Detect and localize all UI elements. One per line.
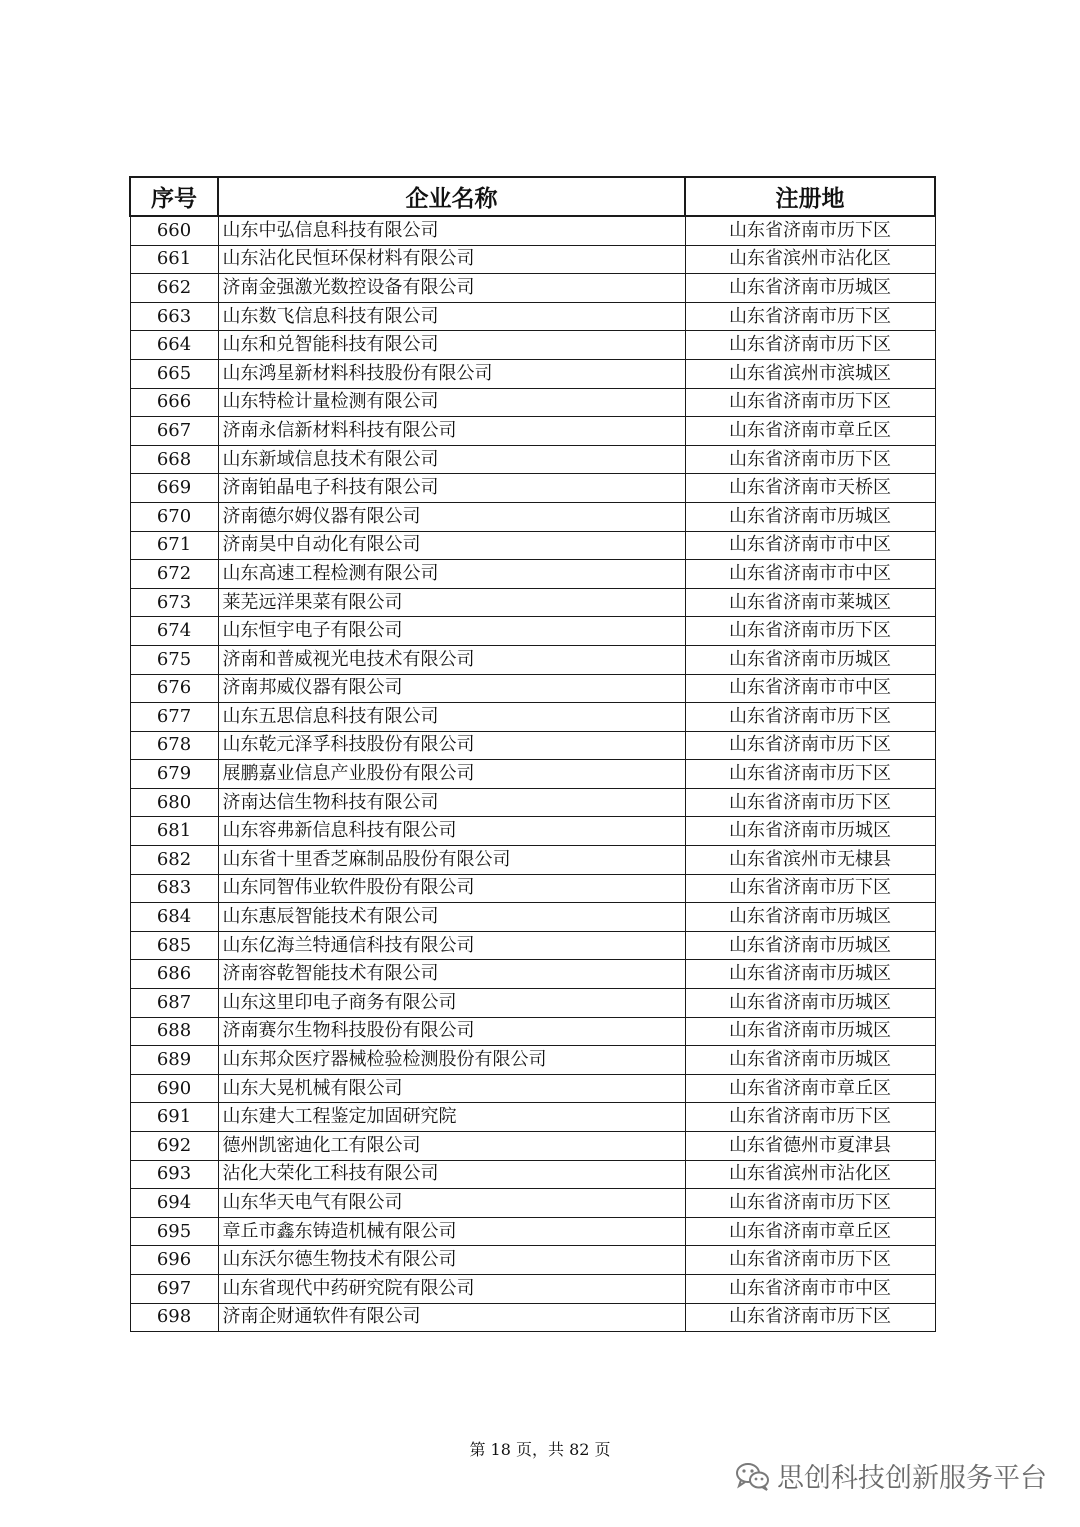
table-row [130, 560, 935, 589]
row-index: 661 [130, 245, 218, 274]
row-registered-location: 山东省济南市历城区 [685, 903, 935, 932]
row-company-name: 山东中弘信息科技有限公司 [218, 216, 685, 245]
row-company-name: 山东建大工程鉴定加固研究院 [218, 1103, 685, 1132]
row-company-name: 德州凯密迪化工有限公司 [218, 1132, 685, 1161]
row-registered-location: 山东省济南市市中区 [685, 1274, 935, 1303]
table-row [130, 1274, 935, 1303]
table-row [130, 274, 935, 303]
row-index: 666 [130, 388, 218, 417]
table-row [130, 359, 935, 388]
row-registered-location: 山东省济南市历城区 [685, 645, 935, 674]
table-row [130, 474, 935, 503]
row-registered-location: 山东省济南市历城区 [685, 989, 935, 1018]
table-row [130, 531, 935, 560]
row-registered-location: 山东省济南市历城区 [685, 1017, 935, 1046]
row-index: 662 [130, 274, 218, 303]
row-registered-location: 山东省济南市历下区 [685, 617, 935, 646]
row-company-name: 山东惠辰智能技术有限公司 [218, 903, 685, 932]
row-registered-location: 山东省济南市市中区 [685, 560, 935, 589]
table-row [130, 1074, 935, 1103]
row-index: 680 [130, 788, 218, 817]
row-index: 672 [130, 560, 218, 589]
row-registered-location: 山东省济南市历下区 [685, 788, 935, 817]
row-index: 665 [130, 359, 218, 388]
row-index: 664 [130, 331, 218, 360]
row-company-name: 山东容弗新信息科技有限公司 [218, 817, 685, 846]
row-index: 678 [130, 731, 218, 760]
row-registered-location: 山东省济南市历下区 [685, 302, 935, 331]
wechat-icon [735, 1461, 771, 1491]
table-header-row [130, 177, 935, 216]
table-row [130, 245, 935, 274]
header-index: 序号 [130, 177, 218, 216]
row-index: 688 [130, 1017, 218, 1046]
row-registered-location: 山东省济南市历下区 [685, 388, 935, 417]
table-row [130, 216, 935, 245]
row-company-name: 山东高速工程检测有限公司 [218, 560, 685, 589]
row-company-name: 山东恒宇电子有限公司 [218, 617, 685, 646]
row-registered-location: 山东省济南市市中区 [685, 674, 935, 703]
table-row [130, 1246, 935, 1275]
table-body [130, 216, 935, 1332]
row-registered-location: 山东省济南市历下区 [685, 445, 935, 474]
table-row [130, 760, 935, 789]
row-registered-location: 山东省济南市历城区 [685, 1046, 935, 1075]
row-company-name: 济南永信新材料科技有限公司 [218, 417, 685, 446]
row-company-name: 山东大晃机械有限公司 [218, 1074, 685, 1103]
row-company-name: 山东新域信息技术有限公司 [218, 445, 685, 474]
row-company-name: 济南邦威仪器有限公司 [218, 674, 685, 703]
table-row [130, 445, 935, 474]
row-index: 663 [130, 302, 218, 331]
row-registered-location: 山东省济南市历下区 [685, 216, 935, 245]
row-registered-location: 山东省济南市章丘区 [685, 1217, 935, 1246]
table-row [130, 1132, 935, 1161]
row-index: 689 [130, 1046, 218, 1075]
row-index: 697 [130, 1274, 218, 1303]
row-registered-location: 山东省济南市历下区 [685, 1303, 935, 1332]
table-row [130, 846, 935, 875]
row-registered-location: 山东省济南市历城区 [685, 960, 935, 989]
row-registered-location: 山东省济南市莱城区 [685, 588, 935, 617]
row-registered-location: 山东省滨州市无棣县 [685, 846, 935, 875]
row-index: 682 [130, 846, 218, 875]
row-company-name: 山东和兑智能科技有限公司 [218, 331, 685, 360]
header-company-name: 企业名称 [218, 177, 685, 216]
row-index: 686 [130, 960, 218, 989]
page-number: 第 18 页，共 82 页 [469, 1440, 611, 1459]
row-index: 676 [130, 674, 218, 703]
row-company-name: 莱芜远洋果菜有限公司 [218, 588, 685, 617]
table-row [130, 874, 935, 903]
table-row [130, 502, 935, 531]
row-company-name: 山东这里印电子商务有限公司 [218, 989, 685, 1018]
row-registered-location: 山东省济南市历下区 [685, 1103, 935, 1132]
row-company-name: 济南和普威视光电技术有限公司 [218, 645, 685, 674]
row-registered-location: 山东省德州市夏津县 [685, 1132, 935, 1161]
row-registered-location: 山东省济南市历下区 [685, 703, 935, 732]
table-row [130, 588, 935, 617]
table-row [130, 960, 935, 989]
row-index: 671 [130, 531, 218, 560]
row-company-name: 章丘市鑫东铸造机械有限公司 [218, 1217, 685, 1246]
table-row [130, 1189, 935, 1218]
enterprise-table [129, 176, 936, 1332]
table-row [130, 989, 935, 1018]
header-registered-location: 注册地 [685, 177, 935, 216]
row-registered-location: 山东省济南市历下区 [685, 731, 935, 760]
table-row [130, 388, 935, 417]
row-index: 687 [130, 989, 218, 1018]
table-row [130, 331, 935, 360]
row-index: 673 [130, 588, 218, 617]
table-row [130, 931, 935, 960]
row-registered-location: 山东省济南市历下区 [685, 760, 935, 789]
row-registered-location: 山东省济南市市中区 [685, 531, 935, 560]
table-row [130, 903, 935, 932]
row-index: 685 [130, 931, 218, 960]
row-index: 681 [130, 817, 218, 846]
row-index: 677 [130, 703, 218, 732]
row-company-name: 山东亿海兰特通信科技有限公司 [218, 931, 685, 960]
row-company-name: 济南昊中自动化有限公司 [218, 531, 685, 560]
row-company-name: 山东沃尔德生物技术有限公司 [218, 1246, 685, 1275]
row-registered-location: 山东省济南市历下区 [685, 1189, 935, 1218]
table-row [130, 617, 935, 646]
row-company-name: 济南铂晶电子科技有限公司 [218, 474, 685, 503]
table-row [130, 788, 935, 817]
table-row [130, 1160, 935, 1189]
row-registered-location: 山东省济南市历城区 [685, 274, 935, 303]
row-company-name: 山东特检计量检测有限公司 [218, 388, 685, 417]
table-row [130, 674, 935, 703]
row-company-name: 济南金强激光数控设备有限公司 [218, 274, 685, 303]
row-index: 695 [130, 1217, 218, 1246]
row-registered-location: 山东省济南市章丘区 [685, 1074, 935, 1103]
row-company-name: 山东乾元泽孚科技股份有限公司 [218, 731, 685, 760]
row-company-name: 山东数飞信息科技有限公司 [218, 302, 685, 331]
row-registered-location: 山东省滨州市沾化区 [685, 245, 935, 274]
table-row [130, 417, 935, 446]
row-company-name: 山东邦众医疗器械检验检测股份有限公司 [218, 1046, 685, 1075]
table-row [130, 703, 935, 732]
row-registered-location: 山东省滨州市滨城区 [685, 359, 935, 388]
table-row [130, 1046, 935, 1075]
row-company-name: 山东省现代中药研究院有限公司 [218, 1274, 685, 1303]
enterprise-table-container [129, 176, 934, 1332]
row-company-name: 济南容乾智能技术有限公司 [218, 960, 685, 989]
row-index: 691 [130, 1103, 218, 1132]
table-row [130, 1303, 935, 1332]
row-company-name: 济南企财通软件有限公司 [218, 1303, 685, 1332]
table-row [130, 302, 935, 331]
row-registered-location: 山东省济南市历城区 [685, 817, 935, 846]
row-index: 674 [130, 617, 218, 646]
row-index: 690 [130, 1074, 218, 1103]
row-registered-location: 山东省济南市历下区 [685, 1246, 935, 1275]
row-index: 668 [130, 445, 218, 474]
row-index: 667 [130, 417, 218, 446]
table-row [130, 1217, 935, 1246]
row-company-name: 展鹏嘉业信息产业股份有限公司 [218, 760, 685, 789]
row-index: 684 [130, 903, 218, 932]
row-company-name: 山东沾化民恒环保材料有限公司 [218, 245, 685, 274]
row-index: 693 [130, 1160, 218, 1189]
row-company-name: 山东同智伟业软件股份有限公司 [218, 874, 685, 903]
row-company-name: 山东五思信息科技有限公司 [218, 703, 685, 732]
table-row [130, 731, 935, 760]
row-registered-location: 山东省济南市历城区 [685, 931, 935, 960]
row-company-name: 济南达信生物科技有限公司 [218, 788, 685, 817]
table-row [130, 1103, 935, 1132]
row-index: 679 [130, 760, 218, 789]
table-row [130, 1017, 935, 1046]
row-index: 683 [130, 874, 218, 903]
row-company-name: 山东华天电气有限公司 [218, 1189, 685, 1218]
row-registered-location: 山东省济南市天桥区 [685, 474, 935, 503]
row-registered-location: 山东省济南市历下区 [685, 874, 935, 903]
row-company-name: 山东鸿星新材料科技股份有限公司 [218, 359, 685, 388]
row-company-name: 济南德尔姆仪器有限公司 [218, 502, 685, 531]
watermark-text: 思创科技创新服务平台 [777, 1463, 1047, 1494]
row-index: 692 [130, 1132, 218, 1161]
row-index: 696 [130, 1246, 218, 1275]
row-index: 670 [130, 502, 218, 531]
table-row [130, 817, 935, 846]
row-index: 669 [130, 474, 218, 503]
row-registered-location: 山东省济南市历下区 [685, 331, 935, 360]
row-company-name: 山东省十里香芝麻制品股份有限公司 [218, 846, 685, 875]
row-index: 698 [130, 1303, 218, 1332]
row-index: 660 [130, 216, 218, 245]
table-row [130, 645, 935, 674]
row-company-name: 沾化大荣化工科技有限公司 [218, 1160, 685, 1189]
row-index: 694 [130, 1189, 218, 1218]
row-registered-location: 山东省济南市历城区 [685, 502, 935, 531]
row-index: 675 [130, 645, 218, 674]
source-watermark [735, 1456, 1047, 1495]
row-company-name: 济南赛尔生物科技股份有限公司 [218, 1017, 685, 1046]
row-registered-location: 山东省滨州市沾化区 [685, 1160, 935, 1189]
row-registered-location: 山东省济南市章丘区 [685, 417, 935, 446]
